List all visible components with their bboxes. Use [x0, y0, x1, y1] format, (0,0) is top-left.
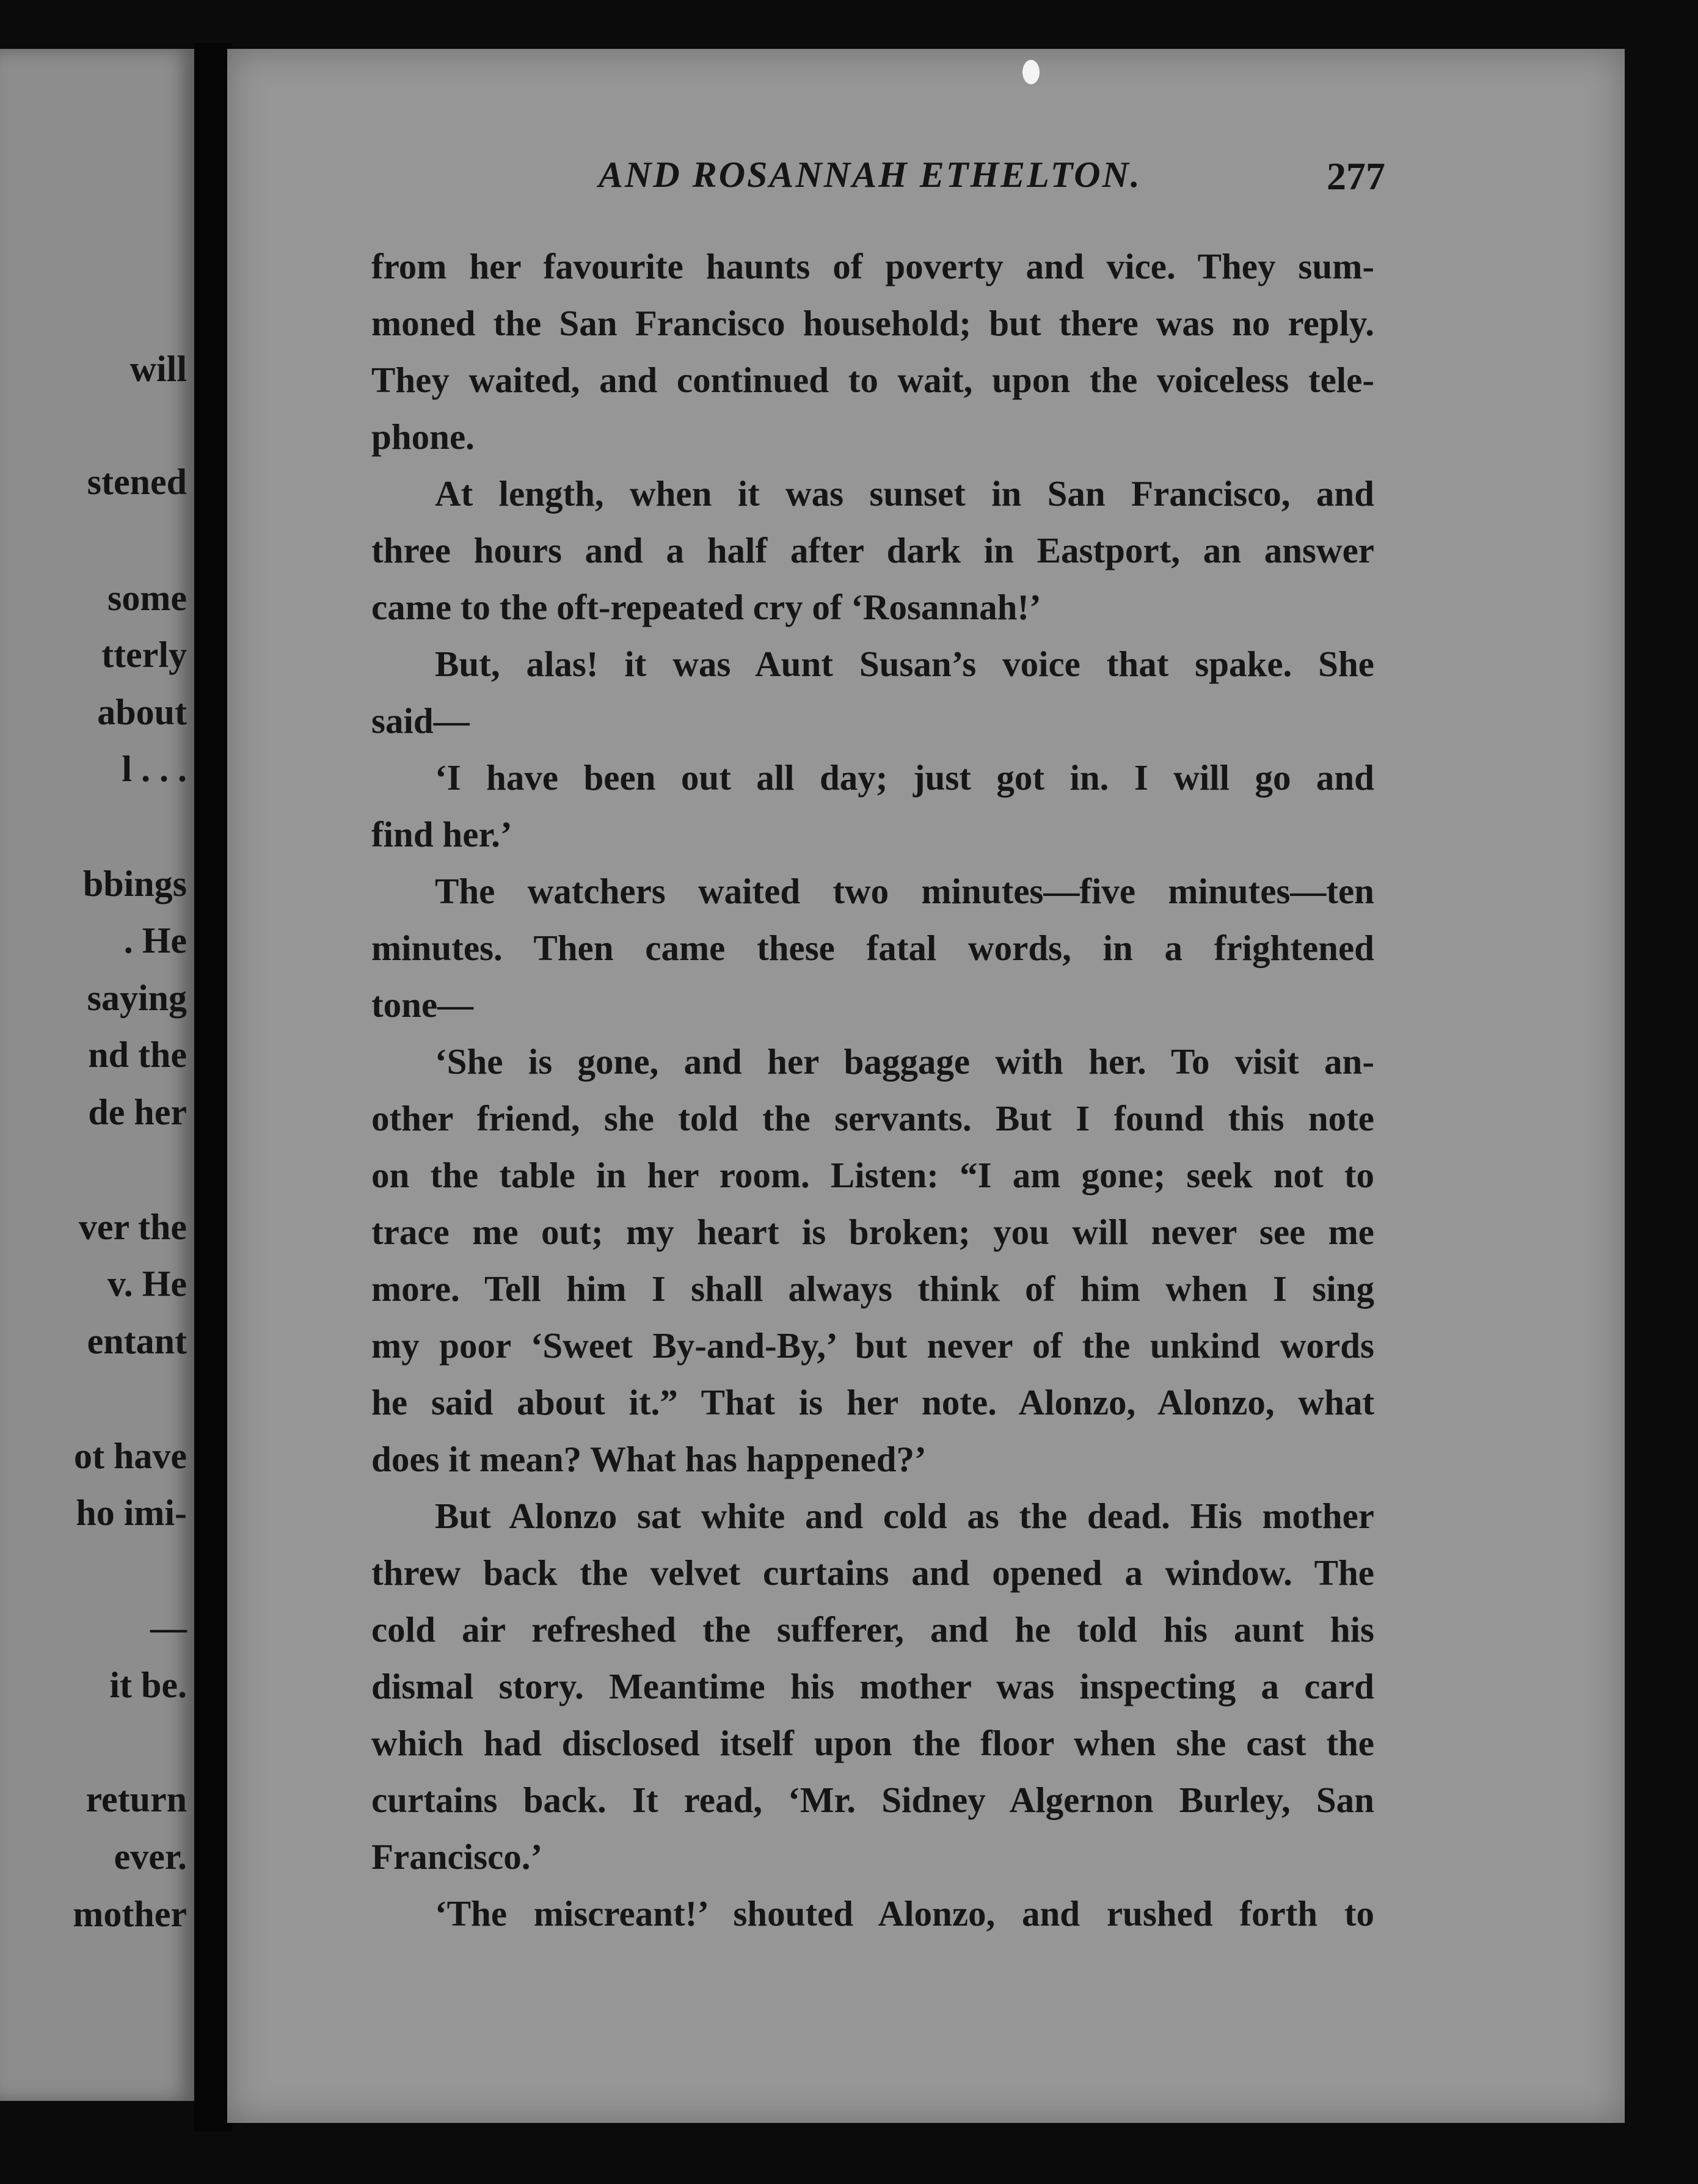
text-line: minutes. Then came these fatal words, in a frightened [371, 928, 1374, 968]
text-line: ‘I have been out all day; just got in. I will go and [435, 757, 1374, 798]
text-line: on the table in her room. Listen: “I am gone; seek not to [371, 1155, 1374, 1195]
text-line: The watchers waited two minutes—five minutes—ten [435, 871, 1374, 911]
paper-speck [1022, 60, 1040, 84]
left-page-line: tterly [101, 635, 187, 675]
text-line: he said about it.” That is her note. Alonzo, Alonzo, what [371, 1382, 1374, 1422]
left-page-line: ot have [74, 1436, 187, 1476]
left-page-line: some [107, 578, 187, 618]
text-line: which had disclosed itself upon the floor when she cast the [371, 1723, 1374, 1763]
left-page-line: ver the [78, 1207, 187, 1247]
left-page-line: — [150, 1607, 187, 1648]
text-line: from her favourite haunts of poverty and vice. They sum- [371, 246, 1374, 286]
left-page-line: mother [73, 1894, 187, 1934]
left-page-line: bbings [82, 864, 187, 904]
text-line: tone— [371, 985, 474, 1025]
page-number: 277 [1327, 155, 1385, 198]
text-line: They waited, and continued to wait, upon the voiceless tele- [371, 360, 1374, 400]
text-line: said— [371, 701, 470, 741]
text-line: ‘She is gone, and her baggage with her. To visit an- [435, 1041, 1374, 1082]
text-line: ‘The miscreant!’ shouted Alonzo, and rushed forth to [435, 1893, 1374, 1934]
left-page-fragment [0, 49, 194, 2101]
text-line: trace me out; my heart is broken; you will never see me [371, 1212, 1374, 1252]
left-page-line: entant [87, 1321, 187, 1361]
text-line: dismal story. Meantime his mother was inspecting a card [371, 1666, 1374, 1706]
right-page [227, 49, 1625, 2123]
text-line: But Alonzo sat white and cold as the dead. His mother [435, 1496, 1374, 1536]
left-page-line: de her [88, 1092, 187, 1132]
text-line: Francisco.’ [371, 1836, 543, 1877]
left-page-line: return [86, 1779, 187, 1819]
text-line: moned the San Francisco household; but there was no reply. [371, 303, 1374, 343]
left-page-line: stened [87, 462, 187, 502]
body-text [371, 238, 1374, 1942]
text-line: other friend, she told the servants. But I found this note [371, 1098, 1374, 1138]
text-line: curtains back. It read, ‘Mr. Sidney Algernon Burley, San [371, 1780, 1374, 1820]
text-line: phone. [371, 417, 475, 457]
text-line: cold air refreshed the sufferer, and he told his aunt his [371, 1609, 1374, 1650]
text-line: At length, when it was sunset in San Francisco, and [435, 473, 1374, 514]
text-line: came to the oft-repeated cry of ‘Rosannah!’ [371, 587, 1041, 627]
left-page-line: saying [87, 978, 187, 1018]
running-head: AND ROSANNAH ETHELTON. [599, 155, 1142, 195]
left-page-line: nd the [88, 1035, 187, 1075]
left-page-line: will [129, 349, 187, 389]
left-page-line: l . . . [122, 749, 187, 789]
left-page-line: about [97, 692, 187, 732]
text-line: threw back the velvet curtains and opened a window. The [371, 1552, 1374, 1593]
left-page-line: ever. [114, 1836, 187, 1877]
left-page-line: it be. [109, 1665, 187, 1705]
left-page-line: v. He [107, 1264, 187, 1304]
text-line: But, alas! it was Aunt Susan’s voice that spake. She [435, 644, 1374, 684]
text-line: find her.’ [371, 814, 512, 854]
book-gutter [194, 43, 232, 2131]
text-line: more. Tell him I shall always think of him when I sing [371, 1269, 1374, 1309]
left-page-line: . He [123, 920, 187, 961]
text-line: does it mean? What has happened?’ [371, 1439, 927, 1479]
left-page-line: ho imi- [76, 1493, 187, 1533]
text-line: my poor ‘Sweet By-and-By,’ but never of the unkind words [371, 1325, 1374, 1366]
text-line: three hours and a half after dark in Eastport, an answer [371, 530, 1374, 570]
